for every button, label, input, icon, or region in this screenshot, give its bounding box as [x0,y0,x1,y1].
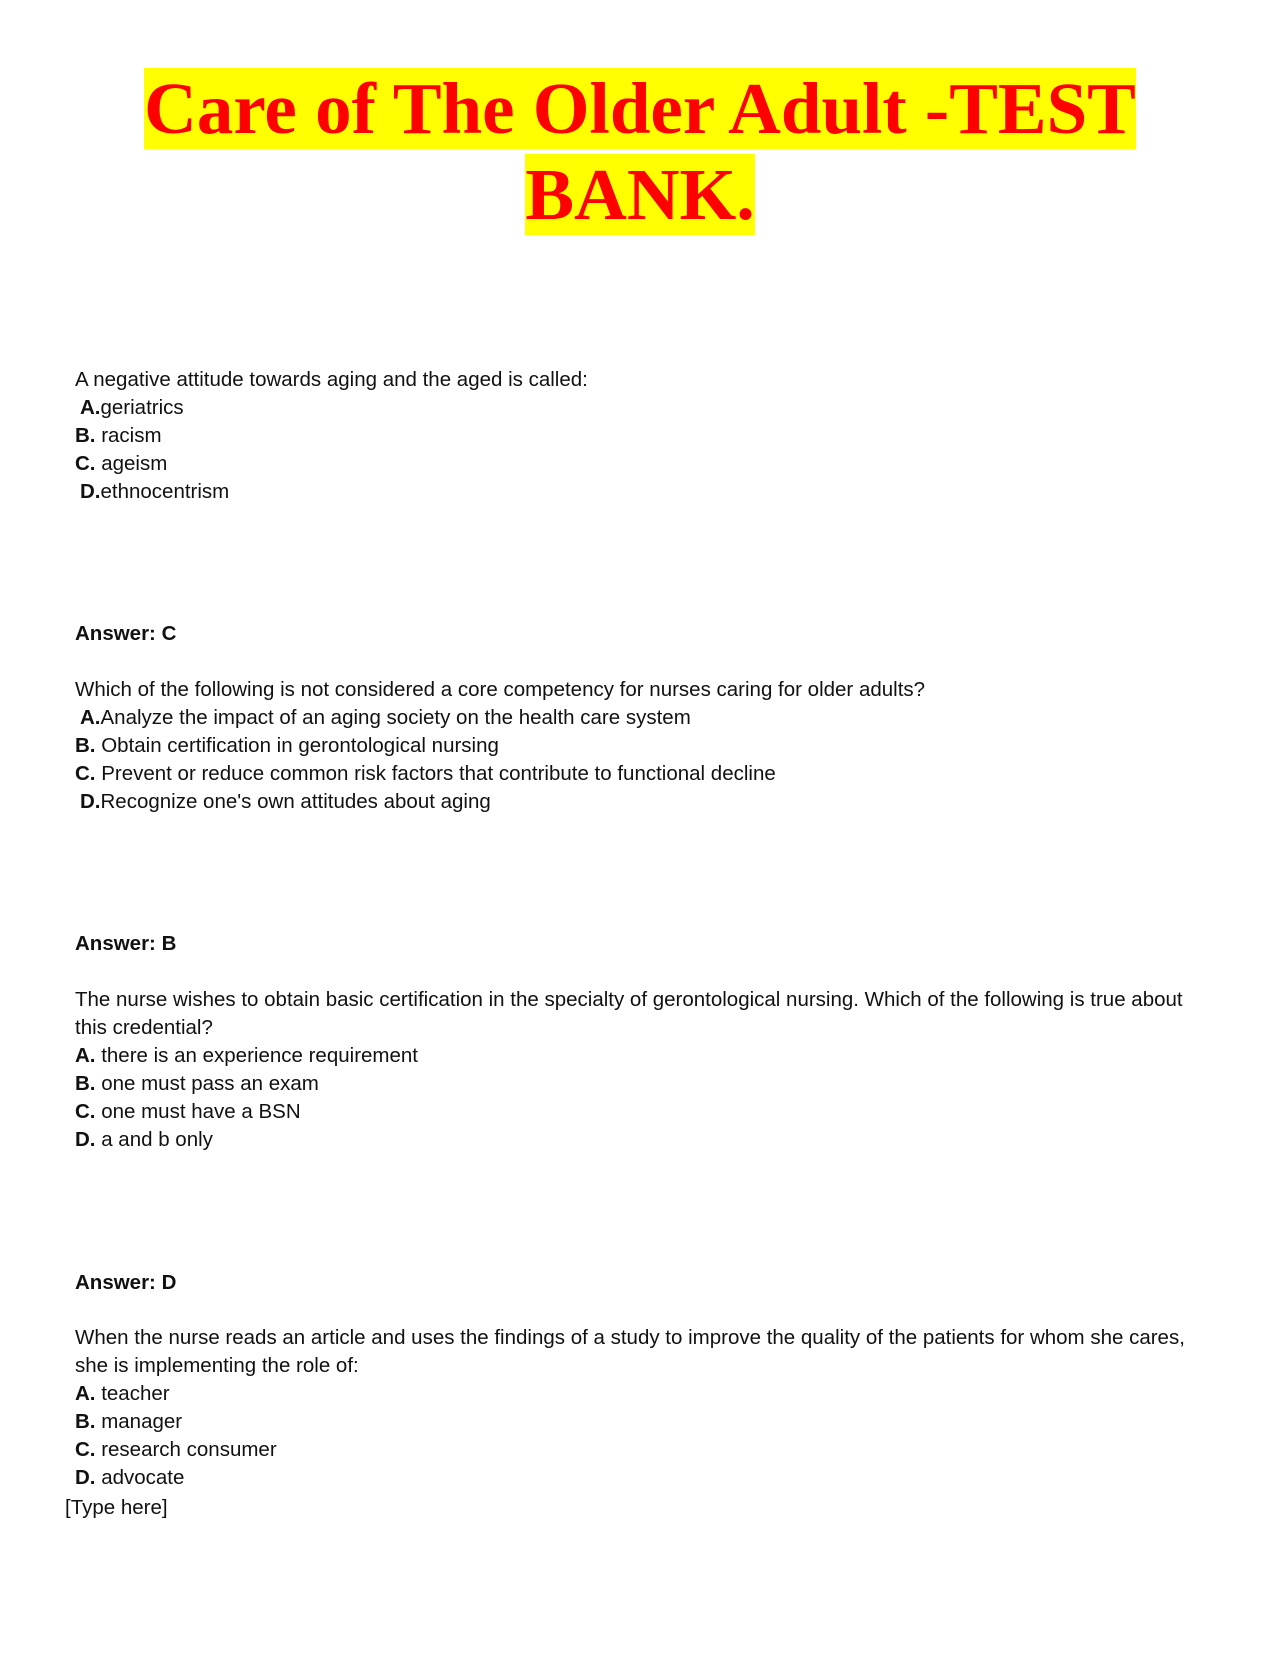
question-3 [75,986,1205,1154]
option-letter: A. [80,706,101,729]
option-text: a and b only [101,1128,213,1151]
option-c [75,1436,1205,1464]
option-text: Analyze the impact of an aging society on the health care system [100,706,691,729]
answer-2: Answer: B [75,932,177,955]
option-letter: C. [75,452,96,475]
option-a [75,704,1205,732]
document-title-wrap [0,66,1280,238]
option-text: advocate [101,1466,185,1489]
option-text: teacher [101,1382,170,1405]
question-text: A negative attitude towards aging and the aged is called: [75,368,588,391]
option-a [75,394,1205,422]
question-1 [75,366,1205,506]
option-letter: C. [75,1438,96,1461]
option-b [75,1408,1205,1436]
question-2 [75,676,1205,816]
option-d [75,1126,1205,1154]
option-letter: D. [75,1128,96,1151]
option-letter: C. [75,1100,96,1123]
option-letter: B. [75,734,96,757]
option-a [75,1042,1205,1070]
option-letter: A. [75,1044,96,1067]
question-4 [75,1324,1205,1492]
option-letter: A. [80,396,101,419]
option-text: racism [101,424,162,447]
footer-placeholder[interactable]: [Type here] [65,1496,168,1519]
option-b [75,422,1205,450]
option-c [75,760,1205,788]
option-text: ethnocentrism [100,480,230,503]
option-letter: D. [80,790,101,813]
answer-1: Answer: C [75,622,177,645]
option-b [75,1070,1205,1098]
option-letter: D. [75,1466,96,1489]
option-text: ageism [101,452,168,475]
option-text: research consumer [101,1438,277,1461]
question-text: When the nurse reads an article and uses the findings of a study to improve the quality of the patients for whom she cares, she is implementing the role of: [75,1326,1185,1377]
option-text: one must pass an exam [101,1072,319,1095]
document-title: Care of The Older Adult -TEST BANK. [144,68,1136,235]
option-text: Prevent or reduce common risk factors that contribute to functional decline [101,762,776,785]
option-letter: B. [75,1072,96,1095]
option-text: geriatrics [100,396,184,419]
question-text: Which of the following is not considered a core competency for nurses caring for older adults? [75,678,926,701]
option-letter: B. [75,424,96,447]
answer-3: Answer: D [75,1271,177,1294]
option-letter: B. [75,1410,96,1433]
option-letter: C. [75,762,96,785]
option-text: Recognize one's own attitudes about aging [100,790,491,813]
question-text: The nurse wishes to obtain basic certification in the specialty of gerontological nursing. Which of the following is true about this credential? [75,988,1183,1039]
option-d [75,788,1205,816]
option-text: there is an experience requirement [101,1044,418,1067]
option-d [75,1464,1205,1492]
option-text: one must have a BSN [101,1100,301,1123]
option-text: manager [101,1410,183,1433]
option-a [75,1380,1205,1408]
option-d [75,478,1205,506]
option-b [75,732,1205,760]
option-letter: A. [75,1382,96,1405]
document-title-box [110,66,1170,238]
option-c [75,450,1205,478]
option-text: Obtain certification in gerontological nursing [101,734,499,757]
option-c [75,1098,1205,1126]
option-letter: D. [80,480,101,503]
